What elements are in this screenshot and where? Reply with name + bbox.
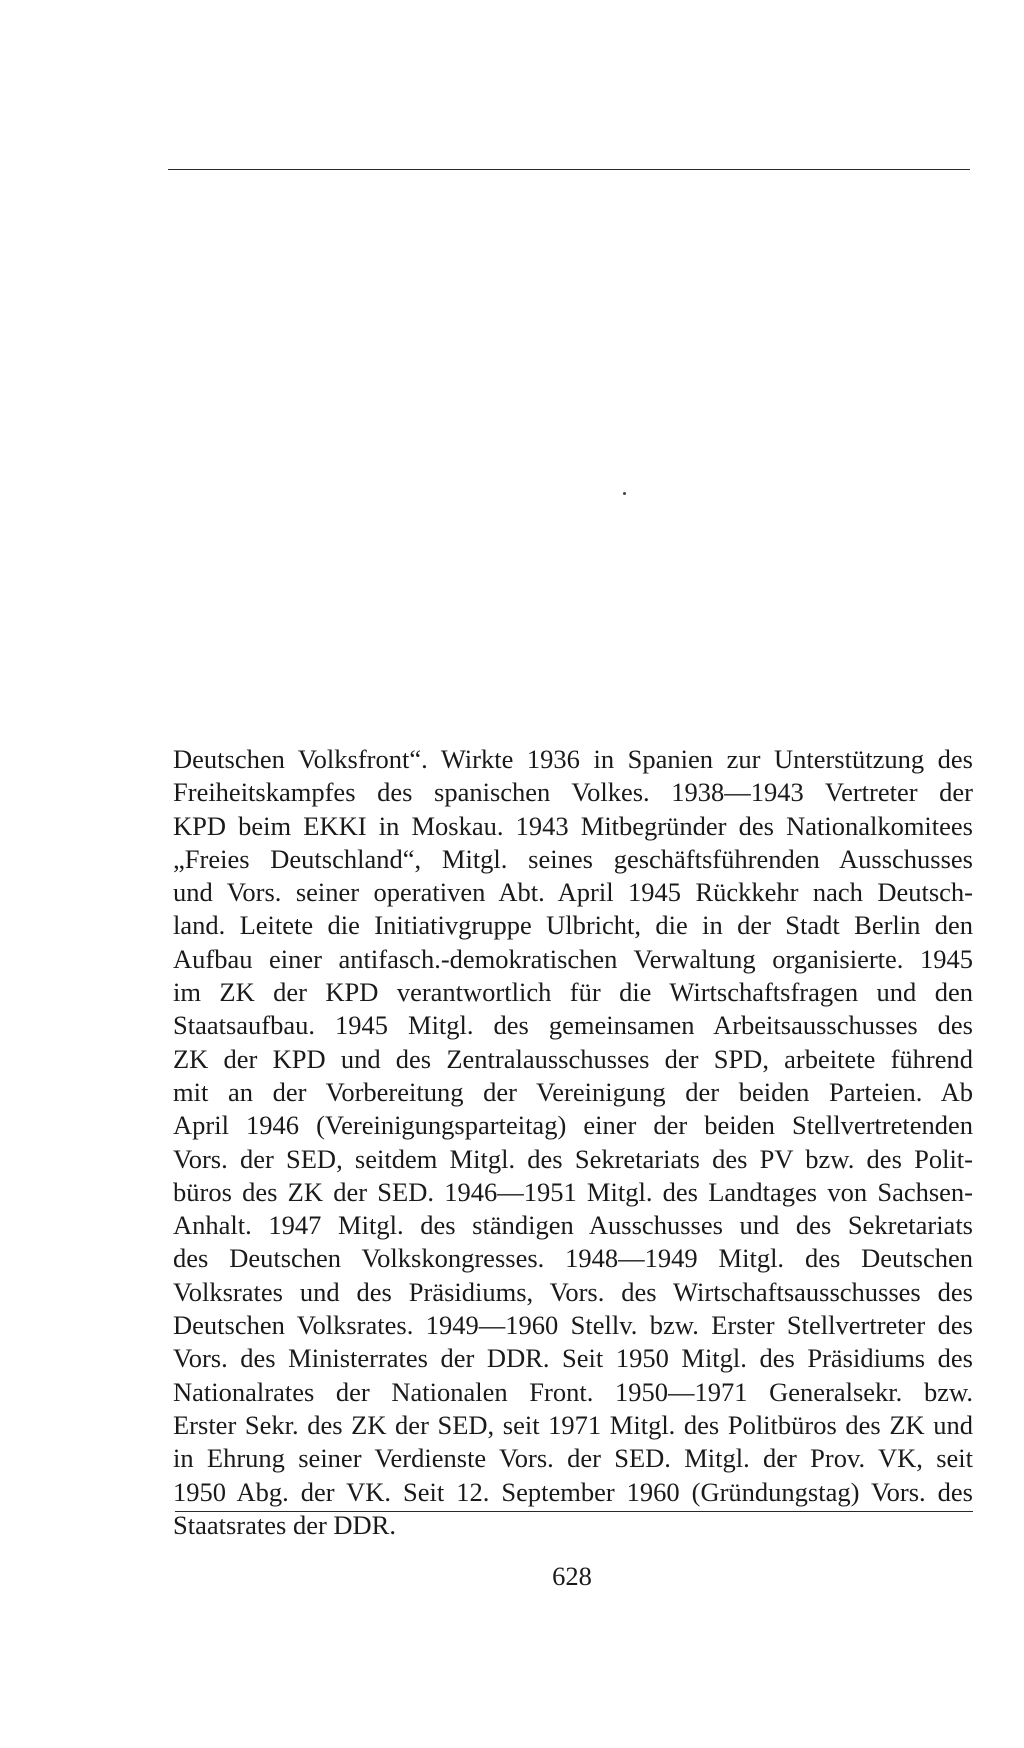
- body-paragraph: [173, 743, 973, 1542]
- text-line: im ZK der KPD verantwortlich für die Wirtschaftsfragen und den: [173, 977, 973, 1008]
- text-line: Freiheitskampfes des spanischen Volkes. 1938—1943 Vertreter der: [173, 777, 973, 808]
- text-line: büros des ZK der SED. 1946—1951 Mitgl. des Landtages von Sachsen-: [173, 1176, 973, 1207]
- text-line: Anhalt. 1947 Mitgl. des ständigen Ausschusses und des Sekretariats: [173, 1210, 973, 1241]
- text-line: mit an der Vorbereitung der Vereinigung der beiden Parteien. Ab: [173, 1076, 973, 1107]
- text-line: in Ehrung seiner Verdienste Vors. der SED. Mitgl. der Prov. VK, seit: [173, 1443, 973, 1474]
- text-line: Vors. der SED, seitdem Mitgl. des Sekretariats des PV bzw. des Polit-: [173, 1143, 973, 1174]
- text-line: Staatsaufbau. 1945 Mitgl. des gemeinsamen Arbeitsausschusses des: [173, 1010, 973, 1041]
- text-line: Deutschen Volksfront“. Wirkte 1936 in Spanien zur Unterstützung des: [173, 744, 973, 774]
- text-line: Staatsrates der DDR.: [173, 1509, 396, 1540]
- text-line: Deutschen Volksrates. 1949—1960 Stellv. bzw. Erster Stellvertreter des: [173, 1310, 973, 1341]
- text-line: Vors. des Ministerrates der DDR. Seit 1950 Mitgl. des Präsidiums des: [173, 1343, 973, 1374]
- text-line: 1950 Abg. der VK. Seit 12. September 1960 (Gründungstag) Vors. des: [173, 1476, 973, 1507]
- bottom-rule: [175, 1511, 973, 1512]
- text-line: KPD beim EKKI in Moskau. 1943 Mitbegründer des Nationalkomitees: [173, 810, 973, 841]
- print-speck: [623, 492, 626, 495]
- text-line: Erster Sekr. des ZK der SED, seit 1971 Mitgl. des Politbüros des ZK und: [173, 1409, 973, 1440]
- text-line: land. Leitete die Initiativgruppe Ulbricht, die in der Stadt Berlin den: [173, 910, 973, 941]
- top-rule: [168, 169, 970, 170]
- text-line: „Freies Deutschland“, Mitgl. seines geschäftsführenden Ausschusses: [173, 843, 973, 874]
- text-line: April 1946 (Vereinigungsparteitag) einer der beiden Stellvertretenden: [173, 1110, 973, 1141]
- page-number: 628: [552, 1561, 592, 1591]
- text-line: Aufbau einer antifasch.-demokratischen Verwaltung organisierte. 1945: [173, 943, 973, 974]
- text-line: Volksrates und des Präsidiums, Vors. des Wirtschaftsausschusses des: [173, 1276, 973, 1307]
- text-line: Nationalrates der Nationalen Front. 1950—1971 Generalsekr. bzw.: [173, 1376, 973, 1407]
- text-line: ZK der KPD und des Zentralausschusses der SPD, arbeitete führend: [173, 1043, 973, 1074]
- text-line: und Vors. seiner operativen Abt. April 1945 Rückkehr nach Deutsch-: [173, 877, 973, 908]
- text-line: des Deutschen Volkskongresses. 1948—1949 Mitgl. des Deutschen: [173, 1243, 973, 1274]
